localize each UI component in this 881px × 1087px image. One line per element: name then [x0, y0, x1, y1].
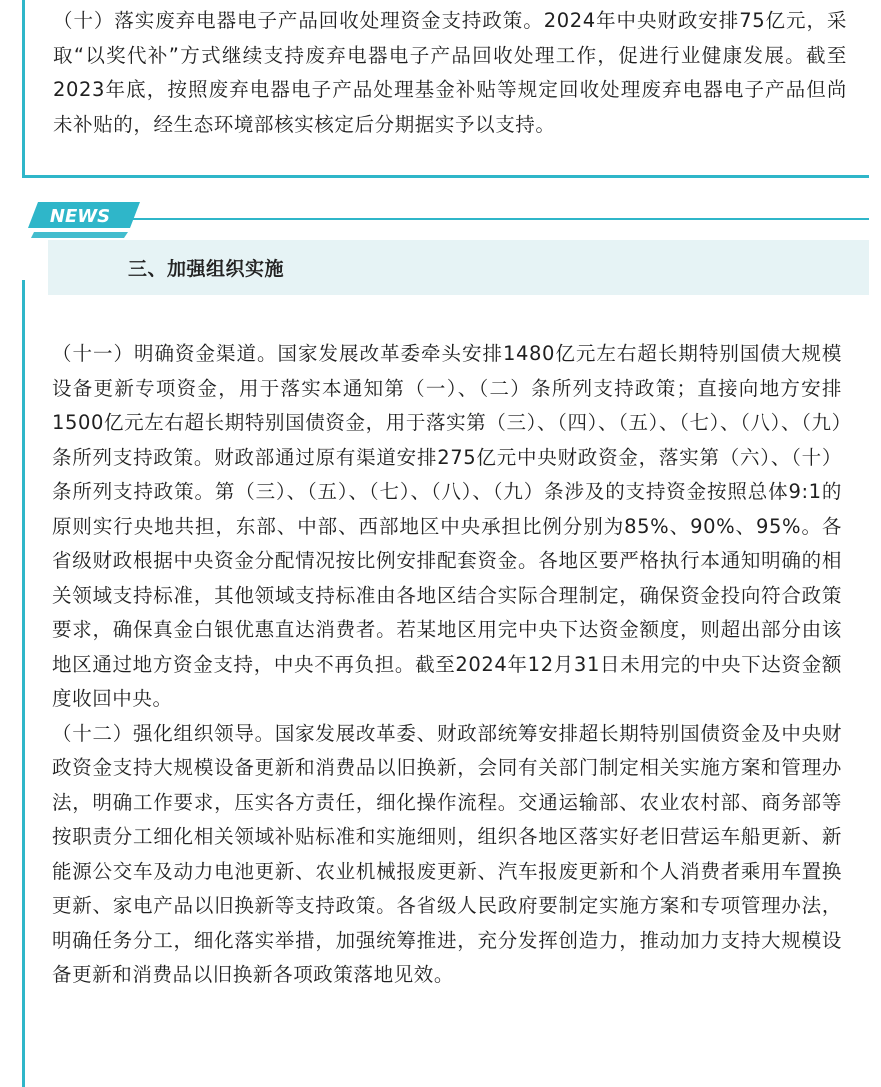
section-title: 三、加强组织实施 — [128, 258, 285, 280]
news-badge-label: NEWS — [49, 206, 111, 227]
section-header-line — [128, 218, 869, 220]
paragraph-10: （十）落实废弃电器电子产品回收处理资金支持政策。2024年中央财政安排75亿元，采取“以奖代补”方式继续支持废弃电器电子产品回收处理工作，促进行业健康发展。截至2023年底，按照废弃电器电子产品处理基金补贴等规定回收处理废弃电器电子产品但尚未补贴的，经生态环境部核实核定后分期据实予以支持。 — [53, 9, 847, 136]
paragraph-11: （十一）明确资金渠道。国家发展改革委牵头安排1480亿元左右超长期特别国债大规模设备更新专项资金，用于落实本通知第（一）、（二）条所列支持政策；直接向地方安排1500亿元左右超长期特别国债资金，用于落实第（三）、（四）、（五）、（七）、（八）、（九）条所列支持政策。财政部通过原有渠道安排275亿元中央财政资金，落实第（六）、（十）条所列支持政策。第（三）、（五）、（七）、（八）、（九）条涉及的支持资金按照总体9:1的原则实行央地共担，东部、中部、西部地区中央承担比例分别为85%、90%、95%。各省级财政根据中央资金分配情况按比例安排配套资金。各地区要严格执行本通知明确的相关领域支持标准，其他领域支持标准由各地区结合实际合理制定，确保资金投向符合政策要求，确保真金白银优惠直达消费者。若某地区用完中央下达资金额度，则超出部分由该地区通过地方资金支持，中央不再负担。截至2024年12月31日未用完的中央下达资金额度收回中央。 — [52, 342, 842, 710]
left-accent-rule — [22, 280, 25, 1087]
paragraph-12: （十二）强化组织领导。国家发展改革委、财政部统筹安排超长期特别国债资金及中央财政资金支持大规模设备更新和消费品以旧换新，会同有关部门制定相关实施方案和管理办法，明确工作要求，压实各方责任，细化操作流程。交通运输部、农业农村部、商务部等按职责分工细化相关领域补贴标准和实施细则，组织各地区落实好老旧营运车船更新、新能源公交车及动力电池更新、农业机械报废更新、汽车报废更新和个人消费者乘用车置换更新、家电产品以旧换新等支持政策。各省级人民政府要制定实施方案和专项管理办法，明确任务分工，细化落实举措，加强统筹推进，充分发挥创造力，推动加力支持大规模设备更新和消费品以旧换新各项政策落地见效。 — [52, 721, 842, 986]
previous-section-box — [22, 0, 869, 178]
section-body — [52, 337, 842, 993]
section-title-bar — [48, 240, 869, 295]
